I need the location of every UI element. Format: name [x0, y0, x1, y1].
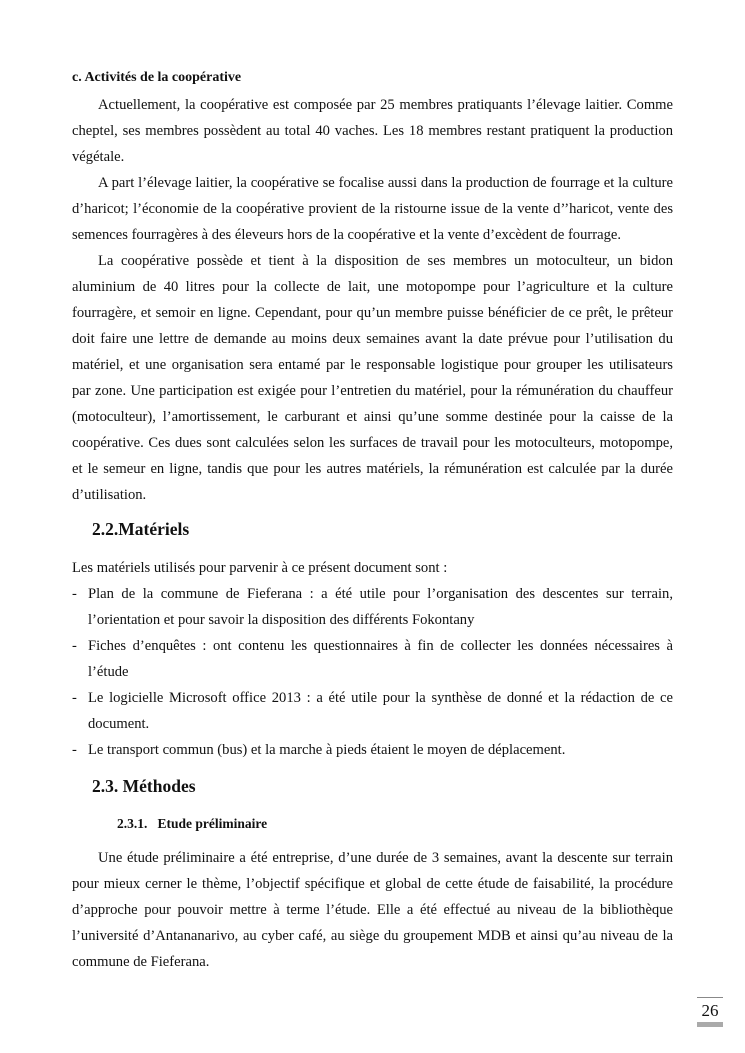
paragraph-line: d’utilisation.	[72, 487, 147, 503]
paragraph-line: doit faire une lettre de demande au moins deux semaines avant la date prévue pour l’utilisation du	[72, 331, 673, 347]
paragraph-line: (motoculteur), l’amortissement, le carburant et ainsi qu’une somme destinée pour la caisse de la	[72, 409, 673, 425]
paragraph-line: par zone. Une participation est exigée pour l’entretien du matériel, pour la rémunération du chauffeur	[72, 383, 673, 399]
paragraph-line: A part l’élevage laitier, la coopérative se focalise aussi dans la production de fourrage et la culture	[98, 175, 673, 191]
list-item-line: Le transport commun (bus) et la marche à pieds étaient le moyen de déplacement.	[88, 742, 566, 758]
list-item	[72, 633, 673, 685]
materiels-list	[72, 581, 673, 763]
bullet-dash: -	[72, 638, 77, 654]
list-item	[72, 737, 673, 763]
list-item-line: Le logicielle Microsoft office 2013 : a été utile pour la synthèse de donné et la rédaction de ce	[88, 690, 673, 706]
bullet-dash: -	[72, 586, 77, 602]
list-item-line: document.	[88, 716, 150, 732]
paragraph-line: Actuellement, la coopérative est composée par 25 membres pratiquants l’élevage laitier. Comme	[98, 97, 673, 113]
paragraph-line: végétale.	[72, 149, 125, 165]
paragraph-line: matériel, et une organisation sera entamé par le responsable logistique pour grouper les utilisateurs	[72, 357, 673, 373]
paragraph-line: pour mieux cerner le thème, l’objectif spécifique et global de cette étude de faisabilité, la procédure	[72, 876, 673, 892]
bullet-dash: -	[72, 690, 77, 706]
paragraph-line: l’université d’Antananarivo, au cyber café, au siège du groupement MDB et ainsi qu’au niveau de la	[72, 928, 673, 944]
materiels-body	[72, 555, 673, 763]
bullet-dash: -	[72, 742, 77, 758]
paragraph-line: commune de Fieferana.	[72, 954, 210, 970]
paragraph-line: et le semeur en ligne, tandis que pour les autres matériels, la rémunération est calculée par la durée	[72, 461, 673, 477]
paragraph-line: coopérative. Ces dues sont calculées selon les surfaces de travail pour les motoculteurs, motopompe,	[72, 435, 673, 451]
paragraph-line: d’haricot; l’économie de la coopérative provient de la ristourne issue de la vente d’’haricot, vente des	[72, 201, 673, 217]
paragraph-line: fourragère, et semoir en ligne. Cependant, pour qu’un membre puisse bénéficier de ce prêt, le prêteur	[72, 305, 673, 321]
methodes-heading: 2.3. Méthodes	[92, 776, 196, 796]
paragraph-line: Une étude préliminaire a été entreprise, d’une durée de 3 semaines, avant la descente sur terrain	[98, 850, 673, 866]
page-number-bar	[697, 1022, 723, 1027]
paragraph-line: La coopérative possède et tient à la disposition de ses membres un motoculteur, un bidon	[98, 253, 673, 269]
list-item-line: Plan de la commune de Fieferana : a été utile pour l’organisation des descentes sur terrain,	[88, 586, 673, 602]
section-c-body	[72, 92, 673, 508]
methodes-paragraph	[72, 845, 673, 975]
list-item-line: l’étude	[88, 664, 129, 680]
page-number: 26	[697, 997, 723, 1024]
paragraph-line: semences fourragères à des éleveurs hors de la coopérative et la vente d’excèdent de fourrage.	[72, 227, 622, 243]
paragraph-line: aluminium de 40 litres pour la collecte de lait, une motopompe pour l’agriculture et la culture	[72, 279, 673, 295]
etude-preliminaire-heading: 2.3.1. Etude préliminaire	[117, 816, 268, 831]
list-item	[72, 685, 673, 737]
paragraph-line: cheptel, ses membres possèdent au total 40 vaches. Les 18 membres restant pratiquent la production	[72, 123, 673, 139]
materiels-heading: 2.2.Matériels	[92, 519, 190, 539]
paragraph-line: d’approche pour pouvoir mettre à terme l’étude. Elle a été effectué au niveau de la bibliothèque	[72, 902, 673, 918]
list-item	[72, 581, 673, 633]
list-item-line: Fiches d’enquêtes : ont contenu les questionnaires à fin de collecter les données nécessaires à	[88, 638, 673, 654]
section-c-heading: c. Activités de la coopérative	[72, 70, 242, 85]
list-item-line: l’orientation et pour savoir la disposition des différents Fokontany	[88, 612, 475, 628]
materiels-intro: Les matériels utilisés pour parvenir à ce présent document sont :	[72, 560, 448, 576]
